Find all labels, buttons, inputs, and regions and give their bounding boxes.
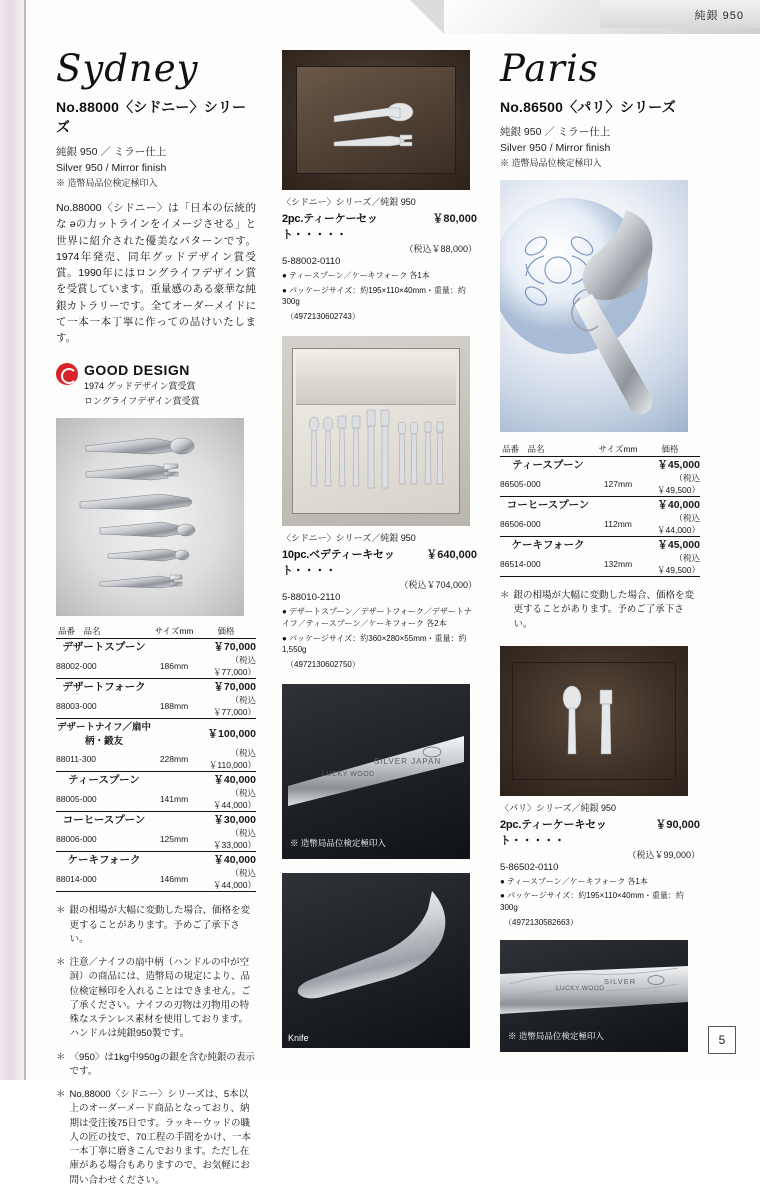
- good-design-logo-icon: [56, 363, 78, 385]
- paris-2pc-detail-1: ● ティースプーン／ケーキフォーク 各1本: [500, 876, 648, 886]
- good-design-label: GOOD DESIGN: [84, 362, 190, 379]
- sydney-script-title: Sydney: [56, 47, 199, 90]
- paris-price-table: [500, 442, 700, 577]
- row-price: ￥70,000: [213, 681, 256, 694]
- sydney-10pc-detail-2: ● パッケージサイズ：約360×280×55mm・重量：約1,550g: [282, 633, 467, 655]
- col-head-size: サイズmm: [596, 442, 640, 457]
- row-code: 88014-000: [56, 874, 97, 885]
- sydney-2pc-set-photo: [282, 50, 470, 190]
- sydney-price-table: [56, 624, 265, 892]
- row-tax: （税込￥110,000）: [208, 748, 256, 771]
- asterisk-icon: ＊: [56, 1051, 66, 1063]
- header-corner-fold: [410, 0, 444, 34]
- table-row-sub: [500, 552, 700, 577]
- note-item: [500, 589, 700, 632]
- sydney-2pc-code: 5-88002-0110: [282, 256, 341, 267]
- row-code: 88006-000: [56, 834, 97, 845]
- row-size: 141mm: [159, 794, 189, 805]
- col-head-name: 品番 品名: [500, 442, 596, 457]
- row-product-name: デザートナイフ／扇中柄・鍛友: [56, 722, 152, 748]
- row-size: 127mm: [603, 479, 633, 489]
- boxed-cutlery-icon: [282, 50, 470, 190]
- sydney-2pc-detail-2: ● パッケージサイズ：約195×110×40mm・重量：約300g: [282, 285, 466, 307]
- table-row: [56, 812, 256, 828]
- sydney-10pc-code: 5-88010-2110: [282, 592, 341, 604]
- sydney-2pc-detail-1: ● ティースプーン／ケーキフォーク 各1本: [282, 271, 430, 280]
- table-row: [56, 719, 256, 748]
- sydney-10pc-set-photo: [282, 336, 470, 526]
- sydney-spec-stamp: ※ 造幣局品位検定極印入: [56, 177, 158, 188]
- sydney-notes: [56, 904, 256, 1188]
- table-row-sub: [56, 787, 256, 812]
- cutlery-illustration-icon: [56, 418, 244, 616]
- sydney-spec-material-en: Silver 950 / Mirror finish: [56, 161, 167, 174]
- header-title: 純銀 950: [694, 10, 744, 22]
- paris-2pc-detail-2: ● パッケージサイズ：約195×110×40mm・重量：約300g: [500, 891, 684, 912]
- good-design-award: [56, 362, 256, 408]
- sydney-2pc-series: 〈シドニー〉シリーズ／純銀 950: [282, 197, 416, 207]
- row-product-name: ティースプーン: [512, 459, 584, 471]
- sydney-series-number: No.88000〈シドニー〉シリーズ: [56, 99, 247, 135]
- row-tax: （税込￥44,000）: [657, 513, 700, 535]
- sydney-spec-material: 純銀 950 ／ ミラー仕上: [56, 146, 167, 158]
- row-tax: （税込￥49,500）: [657, 553, 700, 575]
- row-code: 88011-300: [56, 754, 97, 765]
- table-row-sub: [500, 512, 700, 537]
- table-row: [500, 457, 700, 473]
- paris-spec-material: 純銀 950 ／ ミラー仕上: [500, 126, 611, 138]
- row-product-name: ケーキフォーク: [511, 539, 585, 551]
- row-size: 188mm: [159, 701, 189, 712]
- row-price: ￥45,000: [657, 459, 700, 471]
- note-item: [56, 1051, 256, 1080]
- note-text: No.88000〈シドニー〉シリーズは、5本以上のオーダーメード商品となっており、納期は受注後75日です。ラッキーウッドの職人の匠の技で、70工程の手間をかけ、一本一本丁寧に磨きこんでおります。ただし在庫がある場合もありますので、お気軽にお問い合わせください。: [69, 1089, 251, 1186]
- row-tax: （税込 ￥44,000）: [213, 788, 265, 811]
- page-number: 5: [708, 1026, 736, 1054]
- row-code: 88005-000: [56, 794, 97, 805]
- paris-spec-stamp: ※ 造幣局品位検定極印入: [500, 157, 602, 168]
- row-size: 125mm: [159, 834, 189, 845]
- sydney-description: No.88000〈シドニー〉は「日本の伝統的な әの力ットラインをイメージさせる」と世界に紹介された優美なパターンです。1974年発売、同年グッドデザイン賞受賞。1990年にはロングライフデザイン賞を受賞しています。重量感のある豪華な純銀カトラリーです。全てオーダーメイドにて一本一本丁寧に作っての品けいたします。: [56, 202, 256, 345]
- row-price: ￥70,000: [213, 641, 256, 654]
- svg-text:SILVER JAPAN: SILVER JAPAN: [374, 757, 442, 767]
- note-item: [56, 904, 256, 947]
- row-tax: （税込￥49,500）: [657, 473, 700, 495]
- table-row: [56, 772, 256, 788]
- hallmark-photo: [282, 684, 470, 859]
- row-code: 86506-000: [500, 519, 541, 529]
- paris-hallmark-photo: [500, 940, 688, 1052]
- sydney-2pc-tax: （税込￥88,000）: [404, 244, 477, 254]
- table-row-sub: [56, 694, 256, 719]
- col-head-price: 価格: [196, 624, 256, 639]
- row-tax: （税込 ￥77,000）: [213, 655, 265, 678]
- hallmark-photo-note: ※ 造幣局品位検定極印入: [290, 838, 386, 849]
- row-size: 228mm: [159, 754, 189, 765]
- sydney-2pc-product: 2pc.ティーケーセット・・・・・: [282, 213, 378, 241]
- sydney-10pc-tax: （税込￥704,000）: [399, 580, 477, 591]
- row-product-name: ティースプーン: [68, 774, 140, 787]
- row-tax: （税込 ￥44,000）: [213, 868, 265, 891]
- paris-hallmark-note: ※ 造幣局品位検定極印入: [508, 1031, 604, 1042]
- decorative-left-edge: [0, 0, 26, 1080]
- row-price: ￥30,000: [213, 814, 256, 827]
- table-row: [500, 497, 700, 513]
- svg-text:LUCKY WOOD: LUCKY WOOD: [322, 771, 375, 779]
- note-text: 銀の相場が大幅に変動した場合、価格を変更することがあります。予めご了承下さい。: [513, 590, 695, 630]
- note-text: 銀の相場が大幅に変動した場合、価格を変更することがあります。予めご了承下さい。: [69, 905, 251, 945]
- row-price: ￥40,000: [213, 854, 256, 867]
- row-product-name: コーヒースプーン: [506, 499, 590, 511]
- table-row: [500, 537, 700, 553]
- asterisk-icon: ＊: [56, 1089, 66, 1101]
- row-size: 146mm: [159, 874, 189, 885]
- paris-spoon-icon: [500, 180, 688, 432]
- sydney-cutlery-photo: [56, 418, 244, 616]
- paris-spoon-photo: [500, 180, 688, 432]
- row-code: 88003-000: [56, 701, 97, 712]
- column-sydney: [56, 47, 265, 1197]
- table-row-sub: [500, 472, 700, 497]
- row-price: ￥45,000: [657, 539, 700, 551]
- sydney-10pc-series: 〈シドニー〉シリーズ／純銀 950: [282, 533, 416, 544]
- paris-series-number: No.86500〈パリ〉シリーズ: [500, 99, 676, 115]
- sydney-2pc-price: ￥80,000: [432, 213, 477, 225]
- column-paris: [500, 47, 700, 1052]
- row-price: ￥40,000: [657, 499, 700, 511]
- row-tax: （税込 ￥77,000）: [213, 695, 265, 718]
- row-product-name: デザートスプーン: [62, 641, 146, 654]
- row-code: 86505-000: [500, 479, 541, 489]
- paris-2pc-product: 2pc.ティーケーキセット・・・・・: [500, 818, 607, 847]
- note-item: [56, 956, 256, 1042]
- paris-2pc-set-photo: [500, 646, 688, 796]
- row-code: 86514-000: [500, 559, 541, 569]
- paris-notes: [500, 589, 700, 632]
- paris-2pc-tax: （税込￥99,000）: [627, 849, 700, 860]
- asterisk-icon: ＊: [500, 590, 510, 601]
- note-text: 〈950〉は1kg中950gの銀を含む純銀の表示です。: [69, 1051, 255, 1077]
- table-row-sub: [56, 747, 256, 772]
- sydney-10pc-product: 10pc.ベデティーキセット・・・・: [282, 549, 395, 578]
- table-row-sub: [56, 654, 256, 679]
- good-design-line1: 1974 グッドデザイン賞受賞: [84, 381, 196, 392]
- col-head-name: 品番 品名: [56, 624, 152, 639]
- table-row: [56, 679, 256, 695]
- knife-photo-caption: Knife: [288, 1033, 309, 1044]
- note-item: [56, 1088, 256, 1188]
- row-size: 132mm: [603, 559, 633, 569]
- asterisk-icon: ＊: [56, 957, 66, 969]
- row-product-name: ケーキフォーク: [67, 854, 141, 867]
- table-row: [56, 852, 256, 868]
- column-middle-photos: [282, 50, 477, 1048]
- paris-script-title: Paris: [500, 47, 599, 90]
- row-price: ￥40,000: [213, 774, 256, 787]
- sydney-10pc-detail-3: （4972130602750）: [282, 659, 360, 669]
- asterisk-icon: ＊: [56, 905, 66, 917]
- ten-piece-cutlery-icon: [282, 336, 470, 526]
- col-head-price: 価格: [640, 442, 700, 457]
- row-price: ￥100,000: [207, 727, 256, 740]
- sydney-10pc-detail-1: ● デザートスプーン／デザートフォーク／デザートナイフ／ティースプーン／ケーキフォーク 各2本: [282, 607, 472, 628]
- table-row-sub: [56, 827, 256, 852]
- table-header-row: [500, 442, 700, 457]
- row-size: 186mm: [159, 661, 189, 672]
- paris-boxed-cutlery-icon: [500, 646, 688, 796]
- note-text: 注意／ナイフの扇中柄（ハンドルの中が空洞）の商品には、造幣局の規定により、品位検定極印を入れることはできません。ご了承ください。ナイフの刃物は刃物用の特殊なステンレス素材を使用しております。ハンドルは純銀950製です。: [69, 957, 251, 1040]
- row-size: 112mm: [604, 519, 632, 529]
- paris-2pc-detail-3: （4972130582663）: [500, 917, 578, 927]
- sydney-10pc-price: ￥640,000: [426, 549, 477, 562]
- decorative-left-rule: [24, 0, 26, 1080]
- col-head-size: サイズmm: [152, 624, 196, 639]
- svg-text:LUCKY WOOD: LUCKY WOOD: [556, 985, 605, 993]
- good-design-line2: ロングライフデザイン賞受賞: [84, 396, 200, 407]
- svg-text:SILVER: SILVER: [604, 977, 637, 987]
- paris-2pc-series: 〈パリ〉シリーズ／純銀 950: [500, 802, 617, 813]
- paris-2pc-code: 5-86502-0110: [500, 861, 559, 873]
- table-row-sub: [56, 867, 256, 892]
- sydney-2pc-detail-3: （4972130602743）: [282, 311, 360, 321]
- paris-spec-material-en: Silver 950 / Mirror finish: [500, 141, 611, 154]
- row-product-name: コーヒースプーン: [62, 814, 146, 827]
- row-code: 88002-000: [56, 661, 97, 672]
- knife-illustration-icon: [282, 873, 470, 1048]
- handle-engraving-icon: [282, 684, 470, 859]
- paris-2pc-price: ￥90,000: [655, 818, 700, 831]
- row-product-name: デザートフォーク: [62, 681, 146, 694]
- table-row: [56, 639, 256, 655]
- table-header-row: [56, 624, 256, 639]
- knife-photo: [282, 873, 470, 1048]
- row-tax: （税込 ￥33,000）: [213, 828, 265, 851]
